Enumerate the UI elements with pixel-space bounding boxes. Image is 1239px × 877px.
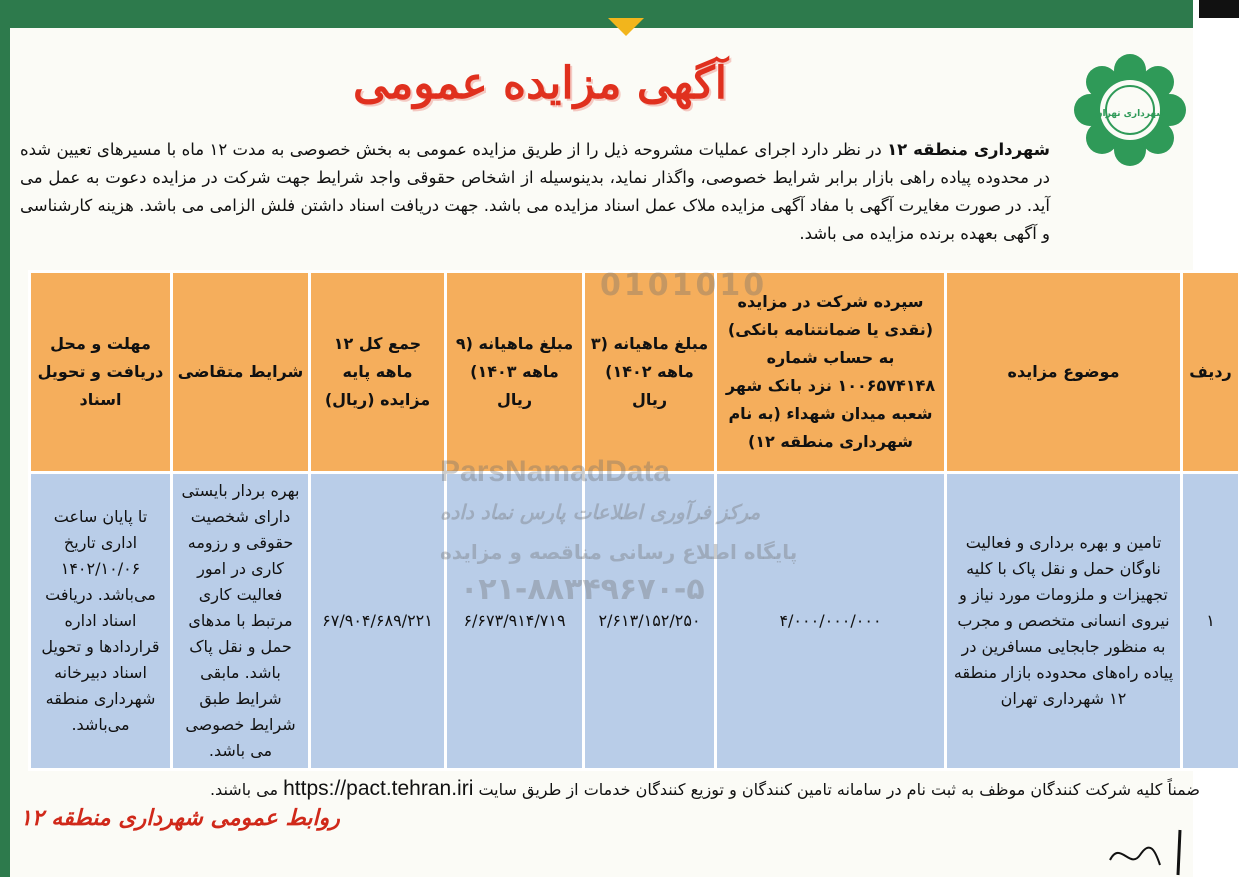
issuer: شهرداری منطقه ۱۲	[887, 140, 1050, 159]
cell-subject: تامین و بهره برداری و فعالیت ناوگان حمل و نقل پاک با کلیه تجهیزات و ملزومات مورد نیاز و نیروی انسانی متخصص و مجرب به منظور جابجایی مسافرین در پیاده راه‌های محدوده بازار منطقه ۱۲ شهرداری تهران	[946, 473, 1182, 770]
header-total: جمع کل ۱۲ ماهه پایه مزایده (ریال)	[310, 272, 446, 473]
header-monthly-1403: مبلغ ماهیانه (۹ ماهه ۱۴۰۳) ریال	[446, 272, 584, 473]
header-row-number: ردیف	[1182, 272, 1239, 473]
auction-table	[28, 270, 1239, 771]
cell-deadline: تا پایان ساعت اداری تاریخ ۱۴۰۲/۱۰/۰۶ می‌باشد. دریافت اسناد اداره قراردادها و تحویل اسناد دبیرخانه شهرداری منطقه می‌باشد.	[30, 473, 172, 770]
logo-text: شهرداری تهران	[1094, 109, 1166, 119]
header-deposit: سپرده شرکت در مزایده (نقدی یا ضمانتنامه بانکی) به حساب شماره ۱۰۰۶۵۷۴۱۴۸ نزد بانک شهر شعبه میدان شهداء (به نام شهرداری منطقه ۱۲)	[716, 272, 946, 473]
intro-paragraph	[20, 136, 1050, 248]
left-border	[0, 0, 10, 877]
handwritten-mark-icon	[1100, 820, 1200, 877]
header-monthly-1402: مبلغ ماهیانه (۳ ماهه ۱۴۰۲) ریال	[584, 272, 716, 473]
footer-url[interactable]: https://pact.tehran.iri	[283, 777, 474, 800]
cell-monthly-1403: ۶/۶۷۳/۹۱۴/۷۱۹	[446, 473, 584, 770]
header-subject: موضوع مزایده	[946, 272, 1182, 473]
cell-total: ۶۷/۹۰۴/۶۸۹/۲۲۱	[310, 473, 446, 770]
footer-text-before: ضمناً کلیه شرکت کنندگان موظف به ثبت نام در سامانه تامین کنندگان و توزیع کنندگان خدمات از طریق سایت	[478, 780, 1200, 799]
watermark-brand: ParsNamadData	[440, 455, 671, 488]
header-conditions: شرایط متقاضی	[172, 272, 310, 473]
notice-title: آگهی مزایده عمومی	[353, 58, 727, 109]
tehran-municipality-logo-icon	[1070, 50, 1190, 170]
table-header-row	[30, 272, 1239, 473]
top-marker-icon	[608, 18, 644, 36]
cell-row-number: ۱	[1182, 473, 1239, 770]
intro-body: در نظر دارد اجرای عملیات مشروحه ذیل را از طریق مزایده عمومی به بخش خصوصی به مدت ۱۲ ماه با مسیرهای تعیین شده در محدوده پیاده راهی بازار برابر شرایط خصوصی، واگذار نماید، بدینوسیله از اشخاص حقوقی واجد شرایط جهت شرکت در مزایده دعوت به عمل می آید. در صورت مغایرت آگهی با مفاد آگهی مزایده ملاک عمل اسناد مزایده می باشد. جهت دریافت اسناد داشتن فلش الزامی می باشد. هزینه کارشناسی و آگهی بعهده برنده مزایده می باشد.	[20, 140, 1050, 243]
scan-mark	[1199, 0, 1239, 18]
header-deadline: مهلت و محل دریافت و تحویل اسناد	[30, 272, 172, 473]
watermark-line1: مرکز فرآوری اطلاعات پارس نماد داده	[440, 500, 761, 524]
footer-text-after: می باشند.	[209, 780, 279, 799]
cell-deposit: ۴/۰۰۰/۰۰۰/۰۰۰	[716, 473, 946, 770]
cell-monthly-1402: ۲/۶۱۳/۱۵۲/۲۵۰	[584, 473, 716, 770]
footer-note	[20, 777, 1200, 801]
watermark-line2: پایگاه اطلاع رسانی مناقصه و مزایده	[440, 540, 798, 564]
table-row	[30, 473, 1239, 770]
public-relations-signature: روابط عمومی شهرداری منطقه ۱۲	[20, 805, 340, 831]
watermark-phone: ۰۲۱-۸۸۳۴۹۶۷۰-۵	[460, 572, 705, 607]
cell-conditions: بهره بردار بایستی دارای شخصیت حقوقی و رزومه کاری در امور فعالیت کاری مرتبط با مدهای حمل و نقل پاک باشد. مابقی شرایط طبق شرایط خصوصی می باشد.	[172, 473, 310, 770]
watermark-digits: 0101010	[600, 268, 768, 303]
